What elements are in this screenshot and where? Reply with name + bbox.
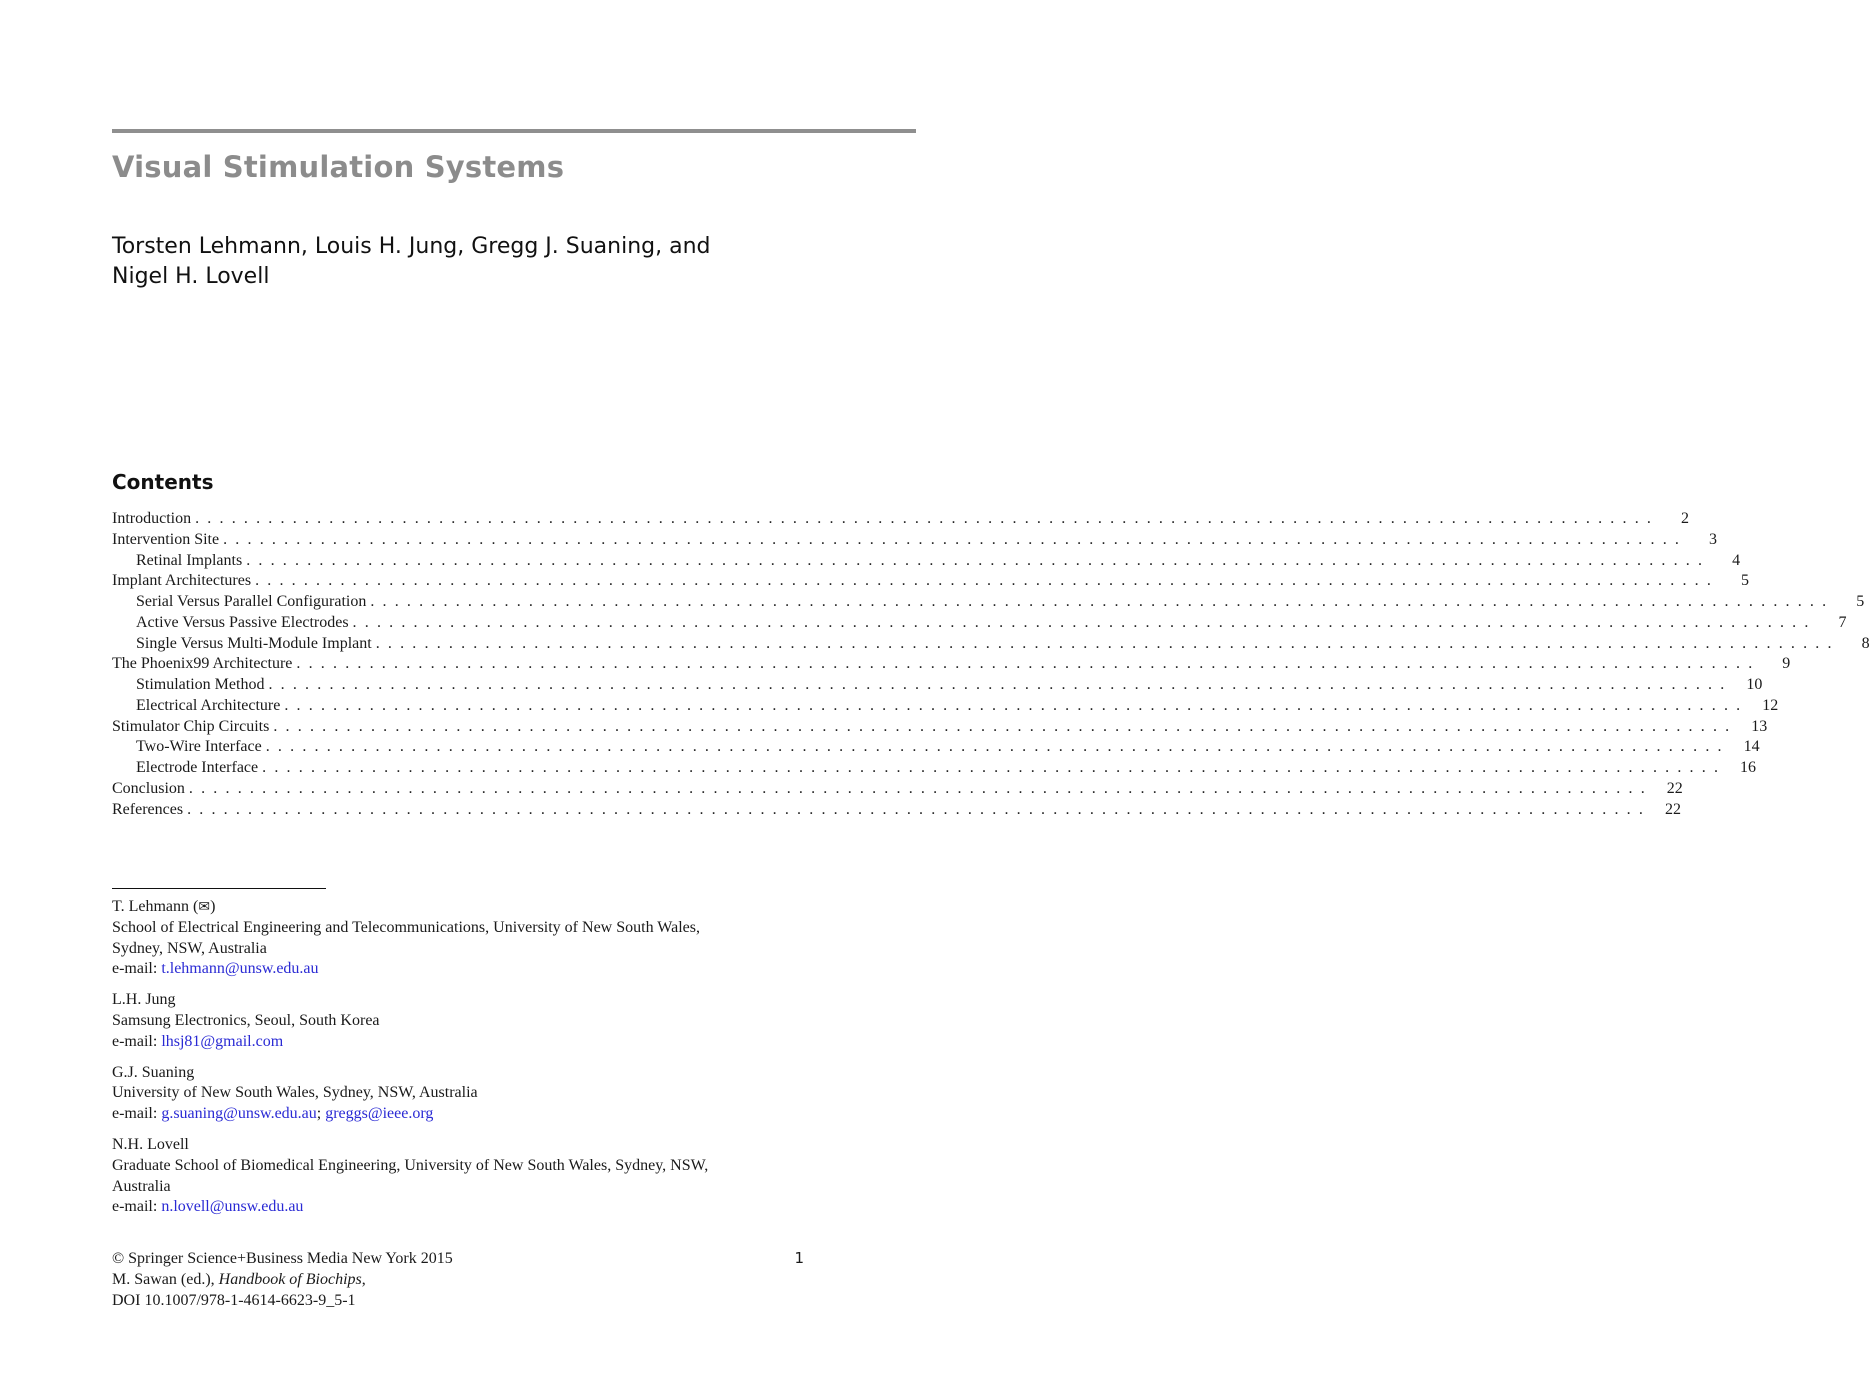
toc-leader-dots: . . . . . . . . . . . . . . . . . . . . . . . . . . . . . . . . . . . . . . . . . . . . . . . . . . . . . . . . . . . . . . . . . . . . . . . . . . . . . . . . . . . . . . . . . . . . . . . . . . . . . . . . . . . . . . . . . . . . . . . .: [370, 593, 1829, 610]
toc-entry-title: References: [112, 800, 184, 818]
toc-leader-dots: . . . . . . . . . . . . . . . . . . . . . . . . . . . . . . . . . . . . . . . . . . . . . . . . . . . . . . . . . . . . . . . . . . . . . . . . . . . . . . . . . . . . . . . . . . . . . . . . . . . . . . . . . . . . . . . . . . . . . . . .: [188, 779, 1647, 797]
toc-entry[interactable]: [112, 737, 1760, 758]
toc-leader-dots: . . . . . . . . . . . . . . . . . . . . . . . . . . . . . . . . . . . . . . . . . . . . . . . . . . . . . . . . . . . . . . . . . . . . . . . . . . . . . . . . . . . . . . . . . . . . . . . . . . . . . . . . . . . . . . . . . . . . . . . .: [187, 800, 1645, 818]
author-name: G.J. Suaning: [112, 1063, 195, 1081]
toc-entry-title: Serial Versus Parallel Configuration: [136, 593, 367, 610]
toc-leader-dots: . . . . . . . . . . . . . . . . . . . . . . . . . . . . . . . . . . . . . . . . . . . . . . . . . . . . . . . . . . . . . . . . . . . . . . . . . . . . . . . . . . . . . . . . . . . . . . . . . . . . . . . . . . . . . . . . . . . . . . . .: [255, 572, 1713, 590]
toc-entry-page: 7: [1838, 613, 1847, 631]
toc-entry-page: 14: [1743, 738, 1760, 756]
book-title: Handbook of Biochips: [218, 1271, 362, 1288]
toc-leader-dots: . . . . . . . . . . . . . . . . . . . . . . . . . . . . . . . . . . . . . . . . . . . . . . . . . . . . . . . . . . . . . . . . . . . . . . . . . . . . . . . . . . . . . . . . . . . . . . . . . . . . . . . . . . . . . . . . . . . . . . . .: [195, 510, 1653, 527]
email-line: e-mail: n.lovell@unsw.edu.au: [112, 1198, 304, 1216]
toc-leader-dots: . . . . . . . . . . . . . . . . . . . . . . . . . . . . . . . . . . . . . . . . . . . . . . . . . . . . . . . . . . . . . . . . . . . . . . . . . . . . . . . . . . . . . . . . . . . . . . . . . . . . . . . . . . . . . . . . . . . . . . . .: [265, 738, 1724, 756]
toc-entry[interactable]: [112, 800, 1681, 821]
toc-entry-title: Retinal Implants: [136, 551, 243, 569]
chapter-title: Visual Stimulation Systems: [112, 150, 565, 184]
toc-leader-dots: . . . . . . . . . . . . . . . . . . . . . . . . . . . . . . . . . . . . . . . . . . . . . . . . . . . . . . . . . . . . . . . . . . . . . . . . . . . . . . . . . . . . . . . . . . . . . . . . . . . . . . . . . . . . . . . . . . . . . . . .: [246, 551, 1705, 569]
toc-entry-title: Introduction: [112, 510, 192, 527]
toc-leader-dots: . . . . . . . . . . . . . . . . . . . . . . . . . . . . . . . . . . . . . . . . . . . . . . . . . . . . . . . . . . . . . . . . . . . . . . . . . . . . . . . . . . . . . . . . . . . . . . . . . . . . . . . . . . . . . . . . . . . . . . . .: [284, 696, 1743, 714]
toc-leader-dots: . . . . . . . . . . . . . . . . . . . . . . . . . . . . . . . . . . . . . . . . . . . . . . . . . . . . . . . . . . . . . . . . . . . . . . . . . . . . . . . . . . . . . . . . . . . . . . . . . . . . . . . . . . . . . . . . . . . . . . . .: [296, 655, 1755, 673]
toc-entry-page: 5: [1856, 593, 1865, 610]
doi-line: DOI 10.1007/978-1-4614-6623-9_5-1: [112, 1292, 356, 1309]
toc-entry-title: Active Versus Passive Electrodes: [136, 613, 349, 631]
toc-leader-dots: . . . . . . . . . . . . . . . . . . . . . . . . . . . . . . . . . . . . . . . . . . . . . . . . . . . . . . . . . . . . . . . . . . . . . . . . . . . . . . . . . . . . . . . . . . . . . . . . . . . . . . . . . . . . . . . . . . . . . . . .: [262, 759, 1721, 776]
affiliation-lovell: [112, 1135, 802, 1218]
toc-entry-title: Electrical Architecture: [136, 696, 281, 714]
toc-entry-page: 2: [1681, 510, 1689, 527]
toc-entry[interactable]: [112, 675, 1763, 696]
author-name: T. Lehmann (✉): [112, 898, 216, 915]
toc-entry[interactable]: [112, 758, 1757, 779]
page-footer: [112, 1248, 804, 1311]
toc-entry[interactable]: [112, 779, 1683, 800]
citation-line: M. Sawan (ed.), Handbook of Biochips,: [112, 1271, 366, 1288]
email-link[interactable]: n.lovell@unsw.edu.au: [161, 1198, 304, 1216]
toc-entry-page: 22: [1664, 800, 1681, 818]
copyright-line: © Springer Science+Business Media New York 2015: [112, 1250, 453, 1267]
table-of-contents: [112, 509, 1870, 820]
toc-entry-page: 22: [1666, 779, 1683, 797]
toc-leader-dots: . . . . . . . . . . . . . . . . . . . . . . . . . . . . . . . . . . . . . . . . . . . . . . . . . . . . . . . . . . . . . . . . . . . . . . . . . . . . . . . . . . . . . . . . . . . . . . . . . . . . . . . . . . . . . . . . . . . . . . . .: [273, 717, 1732, 735]
author-line: Torsten Lehmann, Louis H. Jung, Gregg J. Suaning, and: [112, 234, 711, 259]
affiliation-org: University of New South Wales, Sydney, NSW, Australia: [112, 1084, 478, 1102]
affiliation-suaning: [112, 1063, 802, 1125]
toc-entry-page: 8: [1861, 634, 1870, 652]
author-name: L.H. Jung: [112, 991, 176, 1009]
toc-entry-page: 9: [1782, 655, 1791, 673]
toc-entry-title: Stimulation Method: [136, 676, 265, 693]
toc-entry-title: Single Versus Multi-Module Implant: [136, 634, 372, 652]
toc-entry-title: Electrode Interface: [136, 759, 259, 776]
affiliation-org: Graduate School of Biomedical Engineering, University of New South Wales, Sydney, NSW,: [112, 1156, 709, 1174]
affiliation-location: Australia: [112, 1177, 171, 1195]
affiliation-location: Sydney, NSW, Australia: [112, 939, 267, 957]
toc-entry[interactable]: [112, 634, 1870, 655]
toc-entry-title: Conclusion: [112, 779, 185, 797]
toc-entry-title: Two-Wire Interface: [136, 738, 262, 756]
email-link[interactable]: g.suaning@unsw.edu.au: [161, 1105, 317, 1123]
footnote-rule: [112, 888, 326, 889]
toc-entry-page: 12: [1762, 696, 1779, 714]
email-line: e-mail: lhsj81@gmail.com: [112, 1032, 284, 1050]
toc-leader-dots: . . . . . . . . . . . . . . . . . . . . . . . . . . . . . . . . . . . . . . . . . . . . . . . . . . . . . . . . . . . . . . . . . . . . . . . . . . . . . . . . . . . . . . . . . . . . . . . . . . . . . . . . . . . . . . . . . . . . . . . .: [375, 634, 1834, 652]
toc-leader-dots: . . . . . . . . . . . . . . . . . . . . . . . . . . . . . . . . . . . . . . . . . . . . . . . . . . . . . . . . . . . . . . . . . . . . . . . . . . . . . . . . . . . . . . . . . . . . . . . . . . . . . . . . . . . . . . . . . . . . . . . .: [268, 676, 1727, 693]
toc-entry-title: Implant Architectures: [112, 572, 252, 590]
author-line: Nigel H. Lovell: [112, 264, 270, 289]
contents-heading: Contents: [112, 470, 214, 494]
toc-entry[interactable]: [112, 530, 1717, 551]
affiliation-org: Samsung Electronics, Seoul, South Korea: [112, 1011, 380, 1029]
toc-entry[interactable]: [112, 613, 1847, 634]
affiliation-lehmann: [112, 897, 802, 980]
page-number: 1: [794, 1249, 804, 1267]
author-name: N.H. Lovell: [112, 1135, 189, 1153]
toc-entry[interactable]: [112, 696, 1779, 717]
toc-entry[interactable]: [112, 654, 1791, 675]
toc-entry-page: 3: [1709, 530, 1717, 548]
toc-entry[interactable]: [112, 592, 1865, 613]
toc-entry-title: The Phoenix99 Architecture: [112, 655, 293, 673]
author-list: [112, 232, 812, 292]
email-line: e-mail: g.suaning@unsw.edu.au; greggs@ieee.org: [112, 1105, 434, 1123]
toc-entry[interactable]: [112, 551, 1741, 572]
email-link-secondary[interactable]: greggs@ieee.org: [325, 1105, 434, 1123]
toc-entry-page: 10: [1746, 676, 1763, 693]
envelope-icon: ✉: [198, 899, 211, 915]
toc-entry-page: 4: [1732, 551, 1741, 569]
affiliation-jung: [112, 990, 802, 1052]
title-rule: [112, 129, 916, 133]
email-link[interactable]: t.lehmann@unsw.edu.au: [161, 960, 319, 978]
affiliations: [112, 897, 802, 1228]
toc-entry-page: 5: [1740, 572, 1749, 590]
toc-entry-title: Stimulator Chip Circuits: [112, 717, 270, 735]
toc-entry-page: 13: [1751, 717, 1768, 735]
email-line: e-mail: t.lehmann@unsw.edu.au: [112, 960, 319, 978]
toc-entry[interactable]: [112, 717, 1768, 738]
toc-entry[interactable]: [112, 571, 1749, 592]
email-link[interactable]: lhsj81@gmail.com: [161, 1032, 284, 1050]
toc-entry-page: 16: [1740, 759, 1757, 776]
toc-leader-dots: . . . . . . . . . . . . . . . . . . . . . . . . . . . . . . . . . . . . . . . . . . . . . . . . . . . . . . . . . . . . . . . . . . . . . . . . . . . . . . . . . . . . . . . . . . . . . . . . . . . . . . . . . . . . . . . . . . . . . . . .: [223, 530, 1681, 548]
affiliation-org: School of Electrical Engineering and Telecommunications, University of New South Wales,: [112, 918, 700, 936]
toc-entry-title: Intervention Site: [112, 530, 220, 548]
toc-entry[interactable]: [112, 509, 1689, 530]
toc-leader-dots: . . . . . . . . . . . . . . . . . . . . . . . . . . . . . . . . . . . . . . . . . . . . . . . . . . . . . . . . . . . . . . . . . . . . . . . . . . . . . . . . . . . . . . . . . . . . . . . . . . . . . . . . . . . . . . . . . . . . . . . .: [352, 613, 1811, 631]
